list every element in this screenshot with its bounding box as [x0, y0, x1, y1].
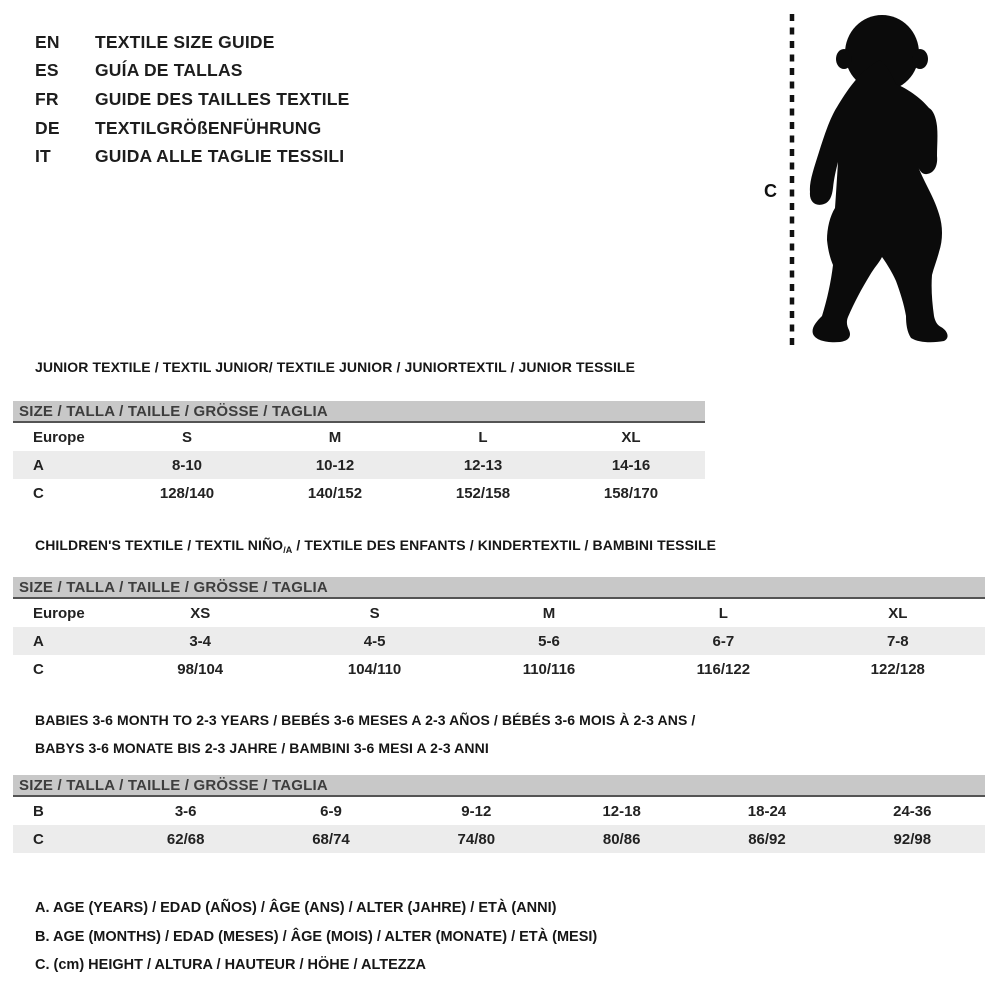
children-heading-text2: / TEXTILE DES ENFANTS / KINDERTEXTIL / BAMBINI TESSILE: [292, 537, 717, 553]
size-cell: 12-13: [409, 451, 557, 479]
row-label: C: [33, 484, 44, 502]
children-heading-sub: /A: [283, 545, 293, 555]
language-row-de: [35, 114, 350, 143]
size-header-label: SIZE / TALLA / TAILLE / GRÖSSE / TAGLIA: [13, 577, 985, 598]
children-section-heading: [35, 537, 716, 555]
language-code: EN: [35, 31, 60, 52]
size-cell: 10-12: [261, 451, 409, 479]
table-row-age: [13, 451, 705, 479]
size-cell: 14-16: [557, 451, 705, 479]
size-cell: S: [181, 428, 192, 446]
table-row-age-months: [13, 796, 985, 825]
language-title: TEXTILE SIZE GUIDE: [95, 31, 275, 52]
row-label: A: [13, 451, 113, 479]
junior-heading-text: JUNIOR TEXTILE / TEXTIL JUNIOR/ TEXTILE JUNIOR / JUNIORTEXTIL / JUNIOR TESSILE: [35, 359, 636, 375]
table-row-height: [13, 655, 985, 683]
table-row-height: [13, 825, 985, 853]
table-row-age: [13, 627, 985, 655]
size-header-label: SIZE / TALLA / TAILLE / GRÖSSE / TAGLIA: [13, 775, 985, 796]
language-row-fr: [35, 85, 350, 114]
junior-section-heading: [35, 359, 635, 375]
size-cell: 12-18: [602, 802, 641, 820]
table-row-europe: [13, 422, 705, 451]
baby-figure: [740, 0, 1000, 360]
size-cell: XL: [621, 428, 641, 446]
note-a: A. AGE (YEARS) / EDAD (AÑOS) / ÂGE (ANS) / ALTER (JAHRE) / ETÀ (ANNI): [35, 900, 557, 916]
size-cell: S: [369, 604, 380, 622]
row-label: C: [13, 825, 113, 853]
baby-silhouette-icon: [810, 15, 948, 342]
size-cell: 122/128: [870, 660, 925, 678]
size-cell: L: [478, 428, 488, 446]
table-row-europe: [13, 598, 985, 627]
size-cell: 158/170: [603, 484, 659, 502]
size-cell: 5-6: [462, 627, 636, 655]
size-cell: 116/122: [696, 660, 751, 678]
size-cell: 3-4: [113, 627, 287, 655]
size-cell: M: [328, 428, 342, 446]
size-cell: 92/98: [840, 825, 985, 853]
size-cell: 3-6: [174, 802, 197, 820]
babies-heading-line1: BABIES 3-6 MONTH TO 2-3 YEARS / BEBÉS 3-6 MESES A 2-3 AÑOS / BÉBÉS 3-6 MOIS À 2-3 ANS /: [35, 712, 696, 728]
children-size-table: [13, 577, 985, 683]
language-row-en: [35, 28, 350, 57]
language-title: TEXTILGRÖßENFÜHRUNG: [95, 117, 322, 138]
row-label: B: [33, 802, 44, 820]
language-code: IT: [35, 146, 51, 167]
size-header-label: SIZE / TALLA / TAILLE / GRÖSSE / TAGLIA: [13, 401, 705, 422]
size-cell: 152/158: [455, 484, 511, 502]
size-cell: 62/68: [113, 825, 258, 853]
size-cell: XL: [888, 604, 908, 622]
babies-heading-line2: BABYS 3-6 MONATE BIS 2-3 JAHRE / BAMBINI 3-6 MESI A 2-3 ANNI: [35, 740, 489, 756]
size-cell: 110/116: [522, 660, 576, 678]
language-row-it: [35, 142, 350, 171]
size-cell: 74/80: [404, 825, 549, 853]
size-cell: 86/92: [694, 825, 839, 853]
children-heading-text: CHILDREN'S TEXTILE / TEXTIL NIÑO: [35, 537, 284, 553]
language-title: GUIDA ALLE TAGLIE TESSILI: [95, 146, 345, 167]
babies-size-table: [13, 775, 985, 853]
language-title: GUIDE DES TAILLES TEXTILE: [95, 88, 350, 109]
babies-size-header-bar: [13, 775, 985, 796]
size-cell: 18-24: [747, 802, 787, 820]
height-measure-label: C: [764, 181, 777, 201]
junior-size-header-bar: [13, 401, 705, 422]
row-label: C: [33, 660, 44, 678]
size-cell: 98/104: [177, 660, 224, 678]
size-cell: 4-5: [287, 627, 461, 655]
note-c: C. (cm) HEIGHT / ALTURA / HAUTEUR / HÖHE / ALTEZZA: [35, 957, 426, 974]
junior-size-table: [13, 401, 705, 507]
language-code: ES: [35, 60, 59, 81]
size-cell: 140/152: [307, 484, 363, 502]
size-cell: L: [718, 604, 728, 622]
size-cell: 80/86: [549, 825, 694, 853]
size-cell: 128/140: [159, 484, 215, 502]
language-row-es: [35, 57, 350, 86]
size-cell: M: [542, 604, 556, 622]
size-cell: 6-9: [320, 802, 342, 820]
size-cell: 104/110: [347, 660, 402, 678]
row-label: Europe: [33, 428, 85, 446]
row-label: Europe: [33, 604, 85, 622]
table-row-height: [13, 479, 705, 507]
legend-notes: [35, 894, 597, 980]
children-size-header-bar: [13, 577, 985, 598]
size-cell: 68/74: [258, 825, 403, 853]
note-b: B. AGE (MONTHS) / EDAD (MESES) / ÂGE (MOIS) / ALTER (MONATE) / ETÀ (MESI): [35, 928, 598, 945]
babies-section-heading: [35, 706, 695, 762]
size-cell: 7-8: [811, 627, 985, 655]
size-cell: 24-36: [893, 802, 932, 820]
size-cell: 8-10: [113, 451, 261, 479]
language-title: GUÍA DE TALLAS: [95, 60, 243, 81]
size-cell: 9-12: [461, 802, 492, 820]
language-list: [35, 28, 350, 171]
row-label: A: [13, 627, 113, 655]
language-code: FR: [35, 88, 59, 109]
size-cell: 6-7: [636, 627, 810, 655]
size-cell: XS: [190, 604, 211, 622]
language-code: DE: [35, 117, 60, 138]
